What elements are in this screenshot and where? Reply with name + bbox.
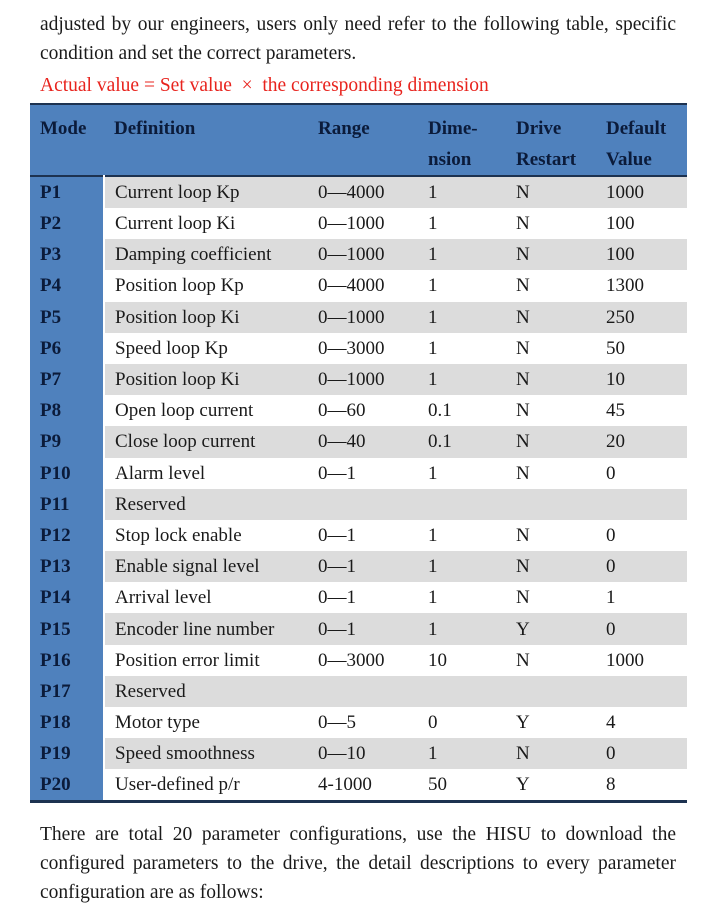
cell-mode: P18 [30,707,104,738]
cell-mode: P13 [30,551,104,582]
cell-dimension: 10 [418,645,506,676]
cell-dimension: 1 [418,239,506,270]
cell-default-value: 1300 [596,270,687,301]
cell-drive-restart: Y [506,613,596,644]
cell-mode: P7 [30,364,104,395]
table-body [30,176,687,802]
cell-dimension: 0 [418,707,506,738]
cell-default-value: 0 [596,520,687,551]
table-row [30,645,687,676]
table-row [30,551,687,582]
table-row [30,395,687,426]
cell-drive-restart: N [506,302,596,333]
header-dimension: Dime- nsion [418,104,506,176]
table-row [30,613,687,644]
cell-range: 0—3000 [308,645,418,676]
cell-dimension: 1 [418,333,506,364]
table-row [30,707,687,738]
cell-default-value [596,676,687,707]
table-row [30,302,687,333]
cell-mode: P11 [30,489,104,520]
cell-default-value: 1000 [596,176,687,208]
table-row [30,426,687,457]
cell-dimension: 50 [418,769,506,802]
cell-drive-restart: N [506,239,596,270]
cell-definition: Current loop Kp [104,176,308,208]
table-row [30,270,687,301]
cell-range: 0—1000 [308,239,418,270]
cell-range: 4-1000 [308,769,418,802]
formula-note: Actual value = Set value × the corresponding dimension [40,75,489,96]
cell-mode: P15 [30,613,104,644]
cell-definition: Encoder line number [104,613,308,644]
cell-range [308,676,418,707]
table-row [30,676,687,707]
table-row [30,520,687,551]
cell-default-value: 0 [596,551,687,582]
cell-default-value: 0 [596,458,687,489]
header-range: Range [308,104,418,176]
table-row [30,364,687,395]
cell-range: 0—60 [308,395,418,426]
cell-definition: Enable signal level [104,551,308,582]
cell-default-value [596,489,687,520]
cell-default-value: 20 [596,426,687,457]
cell-default-value: 100 [596,208,687,239]
cell-drive-restart: Y [506,707,596,738]
cell-dimension: 1 [418,208,506,239]
cell-mode: P20 [30,769,104,802]
table-row [30,582,687,613]
parameter-table [30,103,687,803]
cell-mode: P8 [30,395,104,426]
cell-range: 0—10 [308,738,418,769]
cell-dimension: 1 [418,176,506,208]
cell-mode: P16 [30,645,104,676]
cell-range: 0—1 [308,520,418,551]
cell-drive-restart: N [506,738,596,769]
cell-dimension: 1 [418,302,506,333]
table-row [30,738,687,769]
table-row [30,239,687,270]
cell-definition: Speed smoothness [104,738,308,769]
cell-range: 0—1 [308,582,418,613]
cell-mode: P4 [30,270,104,301]
cell-definition: Current loop Ki [104,208,308,239]
outro-paragraph: There are total 20 parameter configurations, use the HISU to download the configured parameters to the drive, the detail descriptions to every parameter configuration are as follows: [40,824,676,903]
cell-dimension: 1 [418,458,506,489]
cell-default-value: 8 [596,769,687,802]
table-row [30,176,687,208]
table-row [30,458,687,489]
cell-definition: Arrival level [104,582,308,613]
cell-range: 0—4000 [308,176,418,208]
cell-default-value: 50 [596,333,687,364]
cell-range: 0—40 [308,426,418,457]
cell-definition: Open loop current [104,395,308,426]
table-row [30,208,687,239]
cell-definition: Speed loop Kp [104,333,308,364]
cell-default-value: 0 [596,613,687,644]
cell-drive-restart: N [506,551,596,582]
cell-mode: P1 [30,176,104,208]
cell-dimension [418,489,506,520]
cell-drive-restart: N [506,333,596,364]
cell-drive-restart: N [506,458,596,489]
cell-default-value: 4 [596,707,687,738]
cell-definition: Position loop Kp [104,270,308,301]
cell-range: 0—1 [308,458,418,489]
cell-drive-restart: N [506,426,596,457]
cell-definition: Reserved [104,489,308,520]
cell-drive-restart: N [506,520,596,551]
cell-default-value: 10 [596,364,687,395]
cell-dimension [418,676,506,707]
cell-dimension: 1 [418,551,506,582]
cell-definition: Stop lock enable [104,520,308,551]
cell-drive-restart [506,676,596,707]
cell-range: 0—3000 [308,333,418,364]
cell-definition: Position loop Ki [104,364,308,395]
cell-definition: Position loop Ki [104,302,308,333]
cell-default-value: 100 [596,239,687,270]
cell-mode: P12 [30,520,104,551]
cell-range: 0—5 [308,707,418,738]
cell-default-value: 250 [596,302,687,333]
cell-range: 0—1000 [308,208,418,239]
table-row [30,769,687,802]
cell-default-value: 1000 [596,645,687,676]
cell-mode: P19 [30,738,104,769]
intro-paragraph: adjusted by our engineers, users only need refer to the following table, specific condition and set the correct parameters. [40,14,676,64]
cell-dimension: 1 [418,270,506,301]
cell-mode: P9 [30,426,104,457]
cell-drive-restart: N [506,645,596,676]
cell-definition: Close loop current [104,426,308,457]
cell-dimension: 1 [418,738,506,769]
cell-mode: P3 [30,239,104,270]
cell-definition: Position error limit [104,645,308,676]
cell-dimension: 1 [418,582,506,613]
cell-mode: P17 [30,676,104,707]
cell-definition: Reserved [104,676,308,707]
cell-drive-restart: N [506,176,596,208]
cell-range: 0—4000 [308,270,418,301]
cell-mode: P14 [30,582,104,613]
cell-dimension: 1 [418,613,506,644]
cell-drive-restart: N [506,364,596,395]
cell-default-value: 1 [596,582,687,613]
cell-drive-restart [506,489,596,520]
cell-range [308,489,418,520]
cell-mode: P10 [30,458,104,489]
header-default-value: Default Value [596,104,687,176]
cell-drive-restart: Y [506,769,596,802]
cell-definition: User-defined p/r [104,769,308,802]
cell-drive-restart: N [506,395,596,426]
cell-range: 0—1 [308,613,418,644]
cell-drive-restart: N [506,582,596,613]
cell-default-value: 45 [596,395,687,426]
cell-definition: Alarm level [104,458,308,489]
cell-dimension: 1 [418,520,506,551]
cell-range: 0—1000 [308,302,418,333]
table-row [30,489,687,520]
cell-mode: P6 [30,333,104,364]
cell-drive-restart: N [506,208,596,239]
cell-dimension: 1 [418,364,506,395]
cell-dimension: 0.1 [418,395,506,426]
cell-drive-restart: N [506,270,596,301]
table-header-row [30,104,687,176]
cell-definition: Damping coefficient [104,239,308,270]
cell-range: 0—1 [308,551,418,582]
cell-mode: P5 [30,302,104,333]
cell-range: 0—1000 [308,364,418,395]
cell-mode: P2 [30,208,104,239]
header-drive-restart: Drive Restart [506,104,596,176]
header-definition: Definition [104,104,308,176]
cell-default-value: 0 [596,738,687,769]
cell-dimension: 0.1 [418,426,506,457]
header-mode: Mode [30,104,104,176]
cell-definition: Motor type [104,707,308,738]
table-row [30,333,687,364]
